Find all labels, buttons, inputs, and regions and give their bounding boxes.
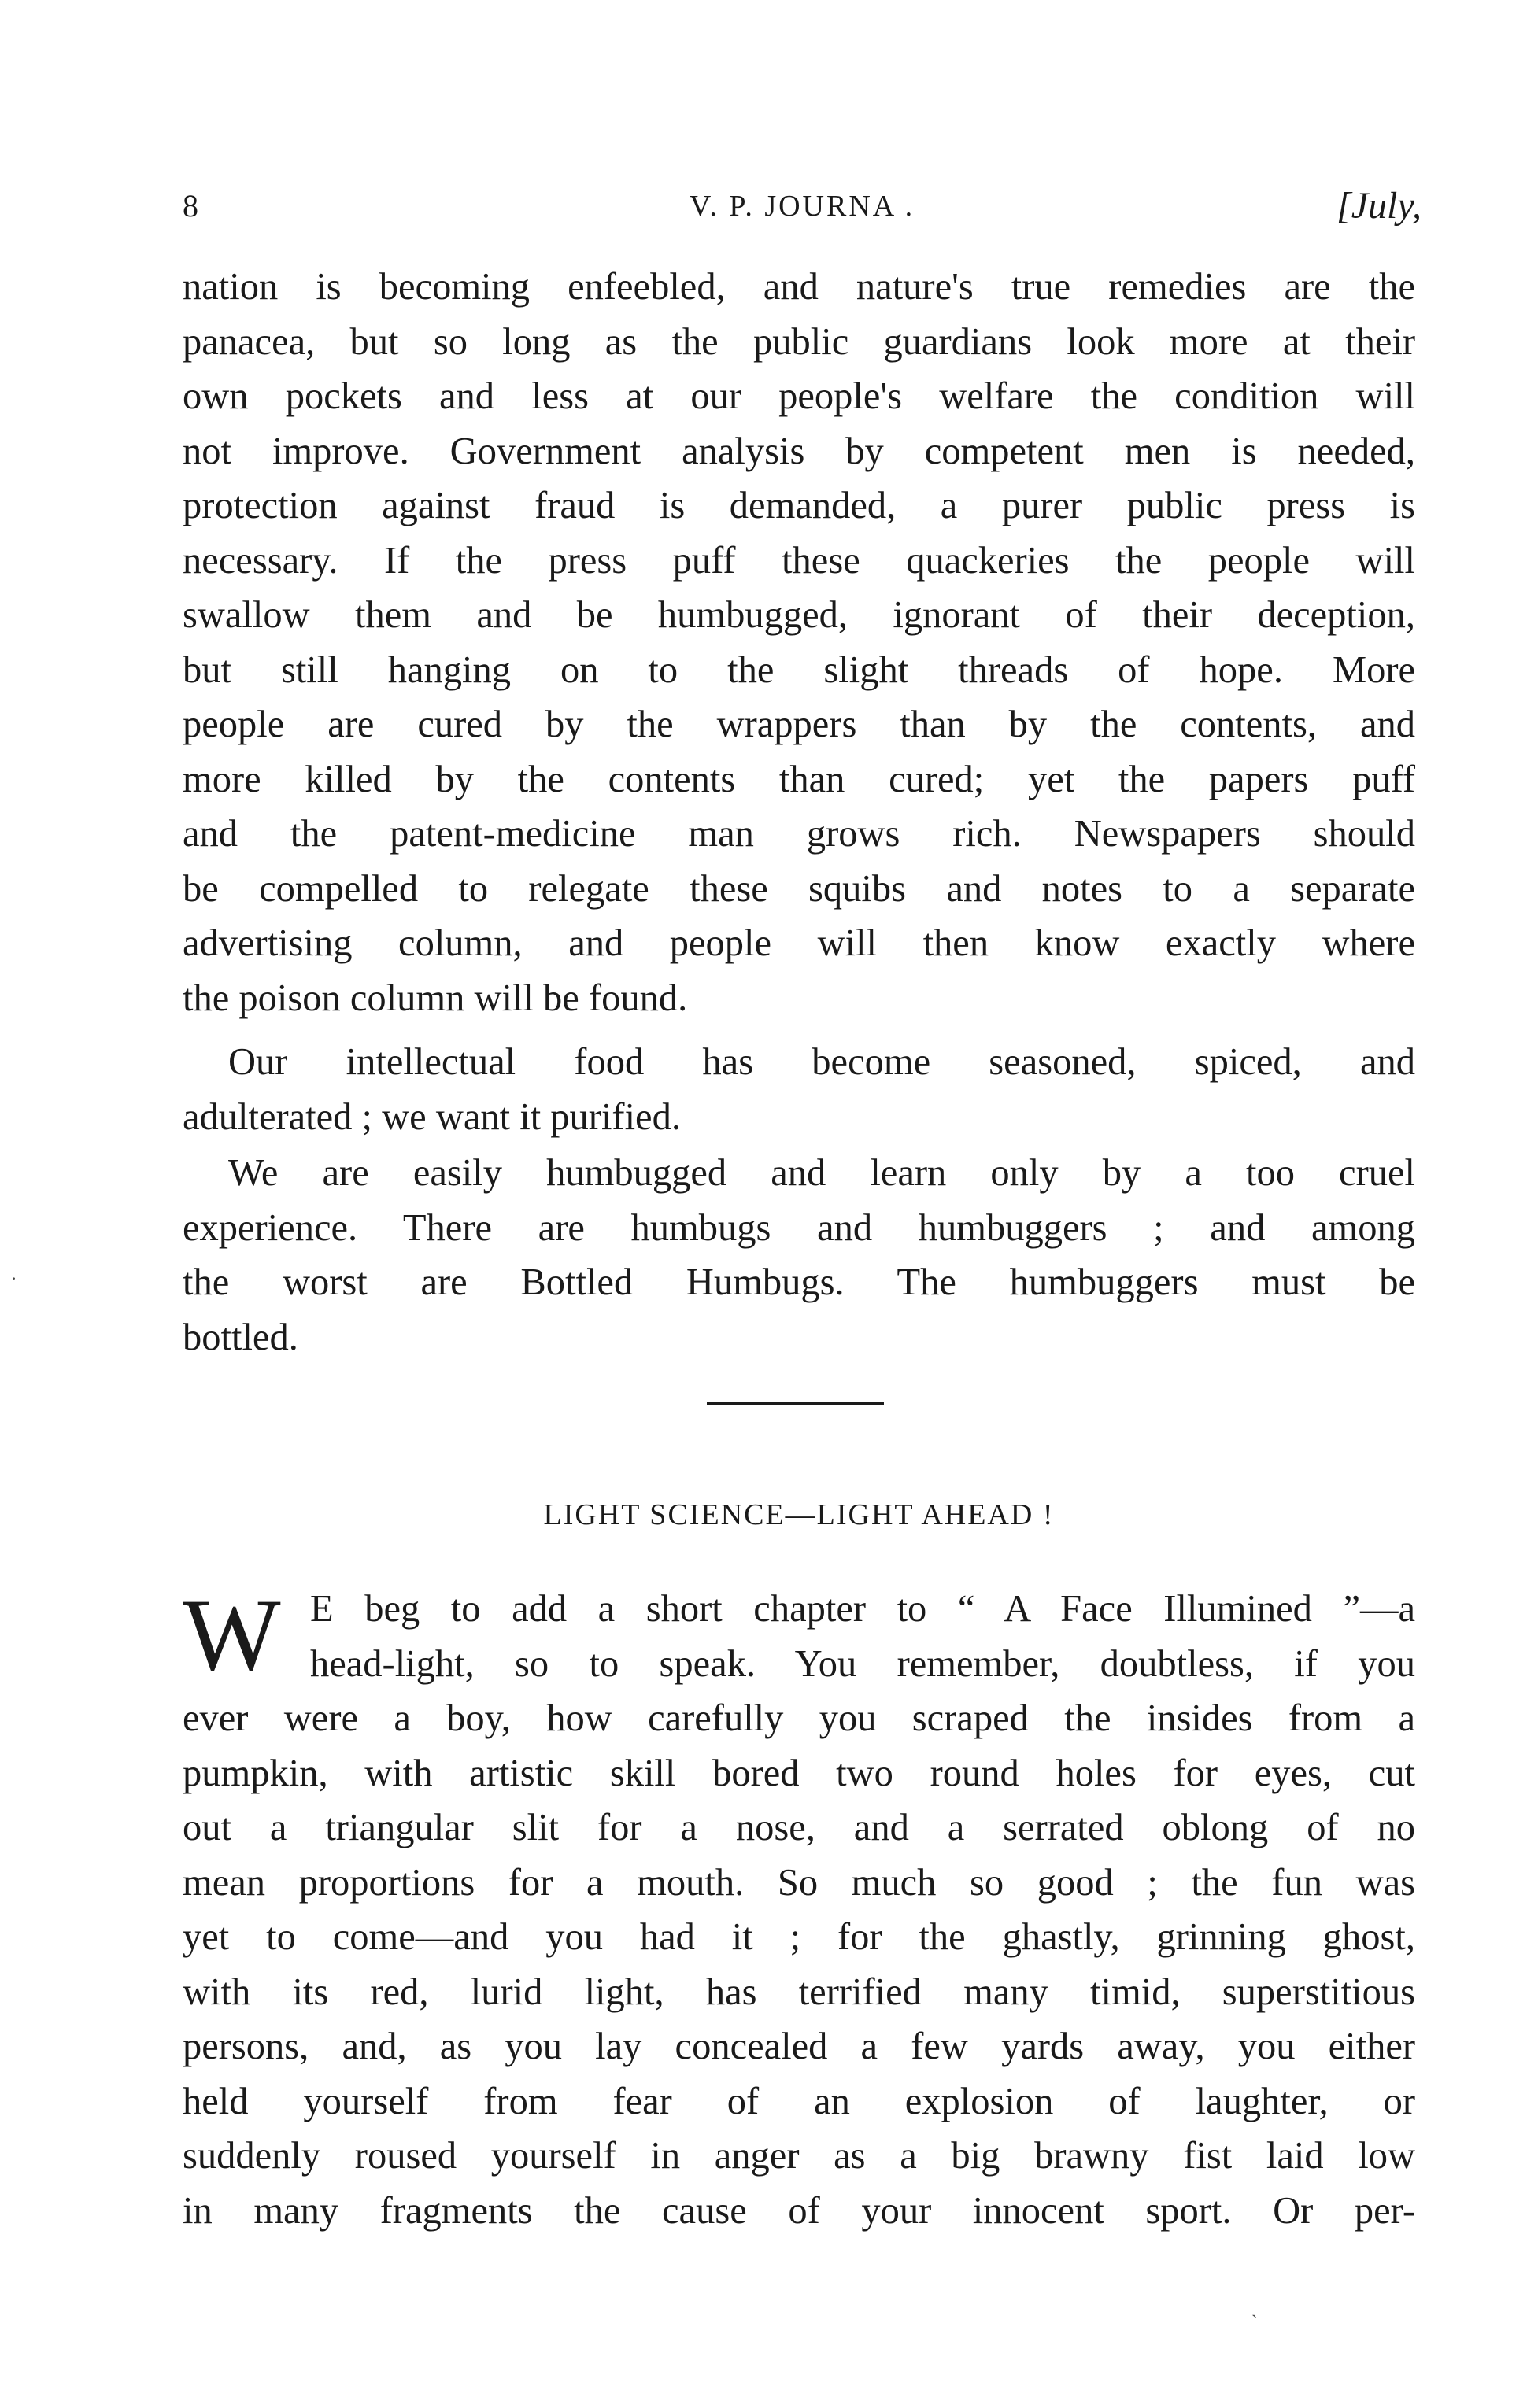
text-line: advertising column, and people will then know exactly where <box>183 922 1415 964</box>
text-line: Our intellectual food has become seasoned, spiced, and <box>228 1041 1415 1083</box>
text-line: persons, and, as you lay concealed a few yards away, you either <box>183 2026 1415 2067</box>
text-line: experience. There are humbugs and humbuggers ; and among <box>183 1206 1415 1249</box>
text-line: more killed by the contents than cured; yet the papers puff <box>183 758 1415 800</box>
text-line: yet to come—and you had it ; for the ghastly, grinning ghost, <box>183 1916 1415 1958</box>
text-line: E beg to add a short chapter to “ A Face Illumined ”—a <box>310 1588 1415 1630</box>
article-body <box>183 1577 1415 2238</box>
running-date: [July, <box>1337 185 1422 227</box>
text-line: adulterated ; we want it purified. <box>183 1095 681 1138</box>
text-line: but still hanging on to the slight threads of hope. More <box>183 648 1415 691</box>
bottom-mark: ˎ <box>1251 2298 1258 2318</box>
page-number: 8 <box>183 188 198 223</box>
text-line: panacea, but so long as the public guardians look more at their <box>183 320 1415 363</box>
text-line: pumpkin, with artistic skill bored two round holes for eyes, cut <box>183 1752 1415 1794</box>
text-line: swallow them and be humbugged, ignorant of their deception, <box>183 594 1415 636</box>
section-divider <box>707 1402 884 1405</box>
text-line: the worst are Bottled Humbugs. The humbuggers must be <box>183 1261 1415 1303</box>
text-line: head-light, so to speak. You remember, doubtless, if you <box>310 1642 1415 1685</box>
text-line: nation is becoming enfeebled, and nature's true remedies are the <box>183 266 1415 308</box>
text-line: ever were a boy, how carefully you scraped the insides from a <box>183 1697 1415 1739</box>
text-line: suddenly roused yourself in anger as a big brawny fist laid low <box>183 2135 1415 2177</box>
text-line: held yourself from fear of an explosion of laughter, or <box>183 2080 1415 2122</box>
article-heading: LIGHT SCIENCE—LIGHT AHEAD ! <box>543 1498 1055 1531</box>
text-line: be compelled to relegate these squibs and notes to a separate <box>183 867 1415 910</box>
text-line: mean proportions for a mouth. So much so good ; the fun was <box>183 1861 1415 1904</box>
text-line: out a triangular slit for a nose, and a serrated oblong of no <box>183 1807 1415 1848</box>
text-line: necessary. If the press puff these quackeries the people will <box>183 539 1415 582</box>
paragraph-continuation <box>183 260 1415 1025</box>
text-line: the poison column will be found. <box>183 977 688 1019</box>
paragraph <box>183 1035 1415 1144</box>
text-line: bottled. <box>183 1316 298 1358</box>
text-line: We are easily humbugged and learn only by a too cruel <box>228 1152 1415 1194</box>
running-header <box>183 183 1422 230</box>
text-line: and the patent-medicine man grows rich. Newspapers should <box>183 813 1415 855</box>
running-title: V. P. JOURNA . <box>689 190 915 223</box>
paragraph <box>183 1146 1415 1365</box>
text-line: with its red, lurid light, has terrified many timid, superstitious <box>183 1970 1415 2013</box>
text-line: own pockets and less at our people's welfare the condition will <box>183 375 1415 417</box>
margin-mark: · <box>11 1269 17 1288</box>
text-line: protection against fraud is demanded, a purer public press is <box>183 485 1415 526</box>
text-line: not improve. Government analysis by competent men is needed, <box>183 430 1415 472</box>
text-line: in many fragments the cause of your innocent sport. Or per- <box>183 2189 1415 2232</box>
text-line: people are cured by the wrappers than by the contents, and <box>183 704 1415 745</box>
drop-cap: W <box>183 1577 281 1693</box>
